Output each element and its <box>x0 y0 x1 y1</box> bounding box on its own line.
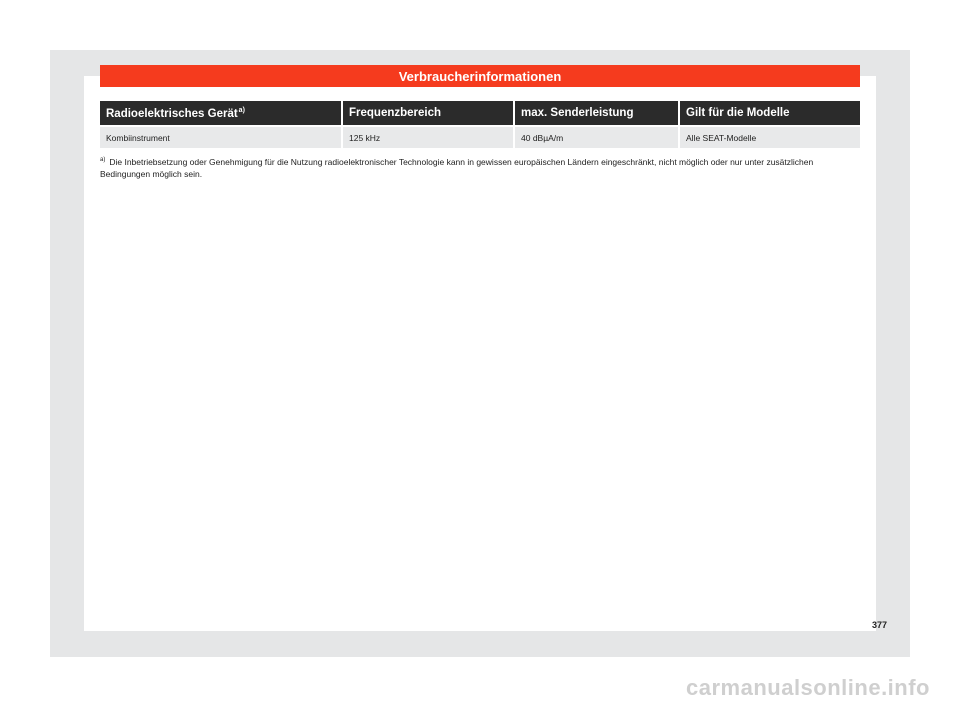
footnote-text: Die Inbetriebsetzung oder Genehmigung für die Nutzung radioelektronischer Technologie kann in gewissen europäischen Ländern eingeschränkt, nicht möglich oder nur unter zusätzlichen Bedingungen möglich sein. <box>100 157 814 179</box>
column-header-power: max. Senderleistung <box>514 101 679 126</box>
column-header-frequency: Frequenzbereich <box>342 101 514 126</box>
table-row <box>100 126 860 148</box>
section-title <box>100 65 860 87</box>
watermark: carmanualsonline.info <box>686 675 930 700</box>
cell-device: Kombiinstrument <box>100 126 342 148</box>
table-header-row <box>100 101 860 126</box>
radio-devices-table <box>100 101 860 148</box>
column-header-models: Gilt für die Modelle <box>679 101 860 126</box>
cell-frequency: 125 kHz <box>342 126 514 148</box>
column-header-device: Radioelektrisches Gerät$^{a)}$ <box>100 101 342 126</box>
footnote-marker: a) <box>100 157 106 163</box>
section-title-text: Verbraucherinformationen <box>398 68 562 84</box>
cell-power: 40 dBµA/m <box>514 126 679 148</box>
page-number: 377 <box>872 620 888 630</box>
footnote <box>100 155 860 180</box>
cell-models: Alle SEAT-Modelle <box>679 126 860 148</box>
footnote-ref: a) <box>238 106 245 114</box>
